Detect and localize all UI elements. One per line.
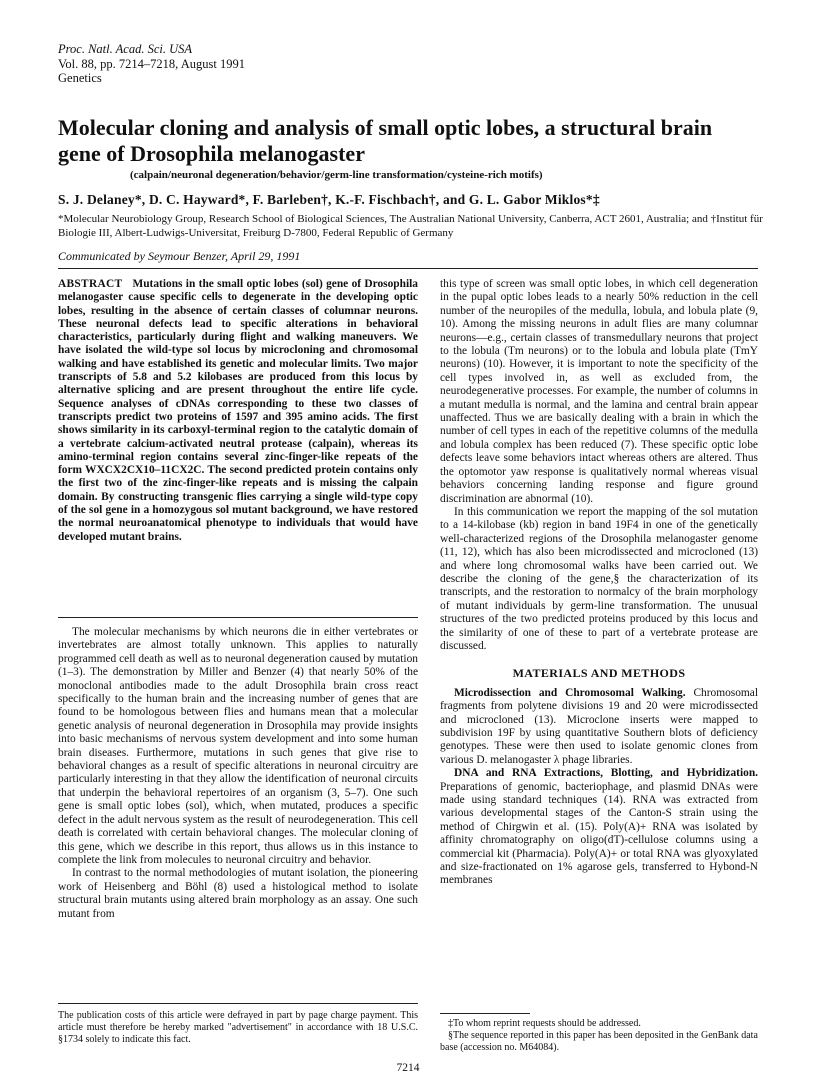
article-title: Molecular cloning and analysis of small optic lobes, a structural brain gene of Drosophila melanogaster bbox=[58, 115, 713, 166]
publication-cost-note: The publication costs of this article were defrayed in part by page charge payment. This article must therefore be hereby marked "advertisement" in accordance with 18 U.S.C. §1734 solely to indicate this fact. bbox=[58, 1010, 418, 1045]
run-in-heading: Microdissection and Chromosomal Walking. bbox=[454, 686, 686, 699]
right-column bbox=[440, 278, 758, 888]
body-paragraph: this type of screen was small optic lobes, in which cell degeneration in the pupal optic lobes leads to a nearly 50% reduction in the cell number of the neuropiles of the medulla, lobula, and lobula plate (9, 10). Among the missing neurons in adult flies are many columnar neurons—e.g., certain classes of transmedullary neurons that project to the lobula (Tm neurons) or to the lobula and lobula plate (TmY neurons) (10). However, it is important to note the specificity of the cell types involved in, as well as excluded from, the neurodegenerative processes. For example, the number of columns in a mutant medulla is normal, and the lamina and central brain appear unaffected. Thus we are basically dealing with a brain in which the number of cell types in each of the repetitive columns of the medulla and lobula complex has been reduced (7). These specific optic lobe defects leave some behaviors intact whereas others are altered. Thus the optomotor yaw response is qualitatively normal whereas visual behaviors concerning landing response and figure ground discrimination are abnormal (10). bbox=[440, 278, 758, 505]
abstract-text: Mutations in the small optic lobes (sol) gene of Drosophila melanogaster cause specific cells to degenerate in the developing optic lobes, resulting in the absence of certain classes of columnar neurons. These neuronal defects lead to specific alterations in behavioral characteristics, particularly during flight and walking maneuvers. We have isolated the wild-type sol locus by microcloning and chromosomal walking and have established its genetic and molecular limits. Two major transcripts of 5.8 and 5.2 kilobases are produced from this locus by alternative splicing and are present throughout the entire life cycle. Sequence analyses of cDNAs corresponding to these two classes of transcripts predict two proteins of 1597 and 395 amino acids. The first shows similarity in its carboxyl-terminal region to the catalytic domain of a vertebrate calcium-activated neutral protease (calpain), whereas its amino-terminal region contains several zinc-finger-like repeats of the form WXCX2CX10–11CX2C. The second predicted protein contains only the first two of the zinc-finger-like repeats and is missing the calpain domain. By constructing transgenic flies carrying a single wild-type copy of the sol gene in a homozygous sol mutant background, we have restored the normal neuroanatomical phenotype to individuals that would have developed mutant brains. bbox=[58, 278, 418, 543]
keywords: (calpain/neuronal degeneration/behavior/germ-line transformation/cysteine-rich motifs) bbox=[130, 169, 543, 181]
authors: S. J. Delaney*, D. C. Hayward*, F. Barleben†, K.-F. Fischbach†, and G. L. Gabor Miklos*‡ bbox=[58, 192, 600, 207]
body-paragraph: In this communication we report the mapping of the sol mutation to a 14-kilobase (kb) region in band 19F4 in one of the genetically well-characterized regions of the Drosophila melanogaster genome (11, 12), which has also been microdissected and microcloned (13) and where long chromosomal walks have been carried out. We describe the cloning of the gene,§ the characterization of its transcripts, and the restoration to normalcy of the brain morphology of mutant individuals by germ-line transformation. The unusual structures of the two predicted proteins produced by this locus and the similarity of one of these to part of a vertebrate protease are discussed. bbox=[440, 505, 758, 652]
footnote-divider bbox=[440, 1013, 530, 1014]
body-paragraph: In contrast to the normal methodologies of mutant isolation, the pioneering work of Heisenberg and Böhl (8) used a histological method to isolate structural brain mutants using altered brain morphology as an assay. One such mutant from bbox=[58, 867, 418, 920]
left-column bbox=[58, 626, 418, 921]
affiliations: *Molecular Neurobiology Group, Research School of Biological Sciences, The Australian National University, Canberra, ACT 2601, Australia; and †Institut für Biologie III, Albert-Ludwigs-Universitat, Freiburg D-7800, Federal Republic of Germany bbox=[58, 213, 763, 239]
methods-paragraph bbox=[440, 687, 758, 767]
footnote-genbank: §The sequence reported in this paper has been deposited in the GenBank data base (accession no. M64084). bbox=[440, 1030, 758, 1053]
run-in-heading: DNA and RNA Extractions, Blotting, and Hybridization. bbox=[454, 767, 758, 780]
footnotes bbox=[440, 1018, 758, 1054]
section-name: Genetics bbox=[58, 71, 102, 85]
abstract bbox=[58, 278, 418, 544]
section-heading: MATERIALS AND METHODS bbox=[512, 666, 686, 681]
abstract-label: ABSTRACT bbox=[58, 278, 123, 290]
journal-header bbox=[58, 42, 245, 86]
methods-text: Preparations of genomic, bacteriophage, and plasmid DNAs were made using standard techniques (14). RNA was extracted from various developmental stages of the Canton-S strain using the method of Chirgwin et al. (15). Poly(A)+ RNA was isolated by affinity chromatography on oligo(dT)-cellulose columns using a commercial kit (Pharmacia). Poly(A)+ or total RNA was glyoxylated and size-fractionated on 1% agarose gels, transferred to Hybond-N membranes bbox=[440, 780, 758, 887]
journal-name: Proc. Natl. Acad. Sci. USA bbox=[58, 42, 193, 56]
page-number: 7214 bbox=[396, 1062, 420, 1074]
footnote-reprints: ‡To whom reprint requests should be addressed. bbox=[448, 1018, 641, 1029]
body-paragraph: The molecular mechanisms by which neurons die in either vertebrates or invertebrates are almost totally unknown. This applies to naturally programmed cell death as well as to neuronal degeneration caused by mutation (1–3). The demonstration by Miller and Benzer (4) that nearly 50% of the monoclonal antibodies made to the adult Drosophila brain cross react specifically to the human brain and the increasing number of genes that are found to be homologous between flies and humans mean that a molecular genetic analysis of neuronal degeneration in Drosophila may provide insights into basic mechanisms of nervous system development and into some human brain diseases. Furthermore, mutations in such genes that give rise to behavioral changes as a result of specific alterations in neuronal circuitry are particularly interesting in that they allow the identification of neuronal circuits that underpin the behavioral repertoires of an organism (3, 5–7). One such gene is small optic lobes (sol), which, when mutated, produces a specific defect in the adult nervous system as the result of neurodegeneration. This cell death is correlated with certain behavioral changes. The molecular cloning of this gene, which we describe in this report, thus allows us in this instance to complete the link from molecules to neuronal circuitry and behavior. bbox=[58, 626, 418, 866]
volume-line: Vol. 88, pp. 7214–7218, August 1991 bbox=[58, 56, 245, 71]
abstract-divider bbox=[58, 617, 418, 618]
methods-paragraph bbox=[440, 767, 758, 888]
footnote-divider bbox=[58, 1003, 418, 1004]
communicated-by: Communicated by Seymour Benzer, April 29, 1991 bbox=[58, 249, 301, 263]
methods-text: Chromosomal fragments from polytene divisions 19 and 20 were microdissected and microcloned (13). Microclone inserts were mapped to subdivision 19F by using quantitative Southern blots of deficiency genotypes. These were then used to isolate genomic clones from various D. melanogaster λ phage libraries. bbox=[440, 686, 758, 766]
header-divider bbox=[58, 268, 758, 269]
